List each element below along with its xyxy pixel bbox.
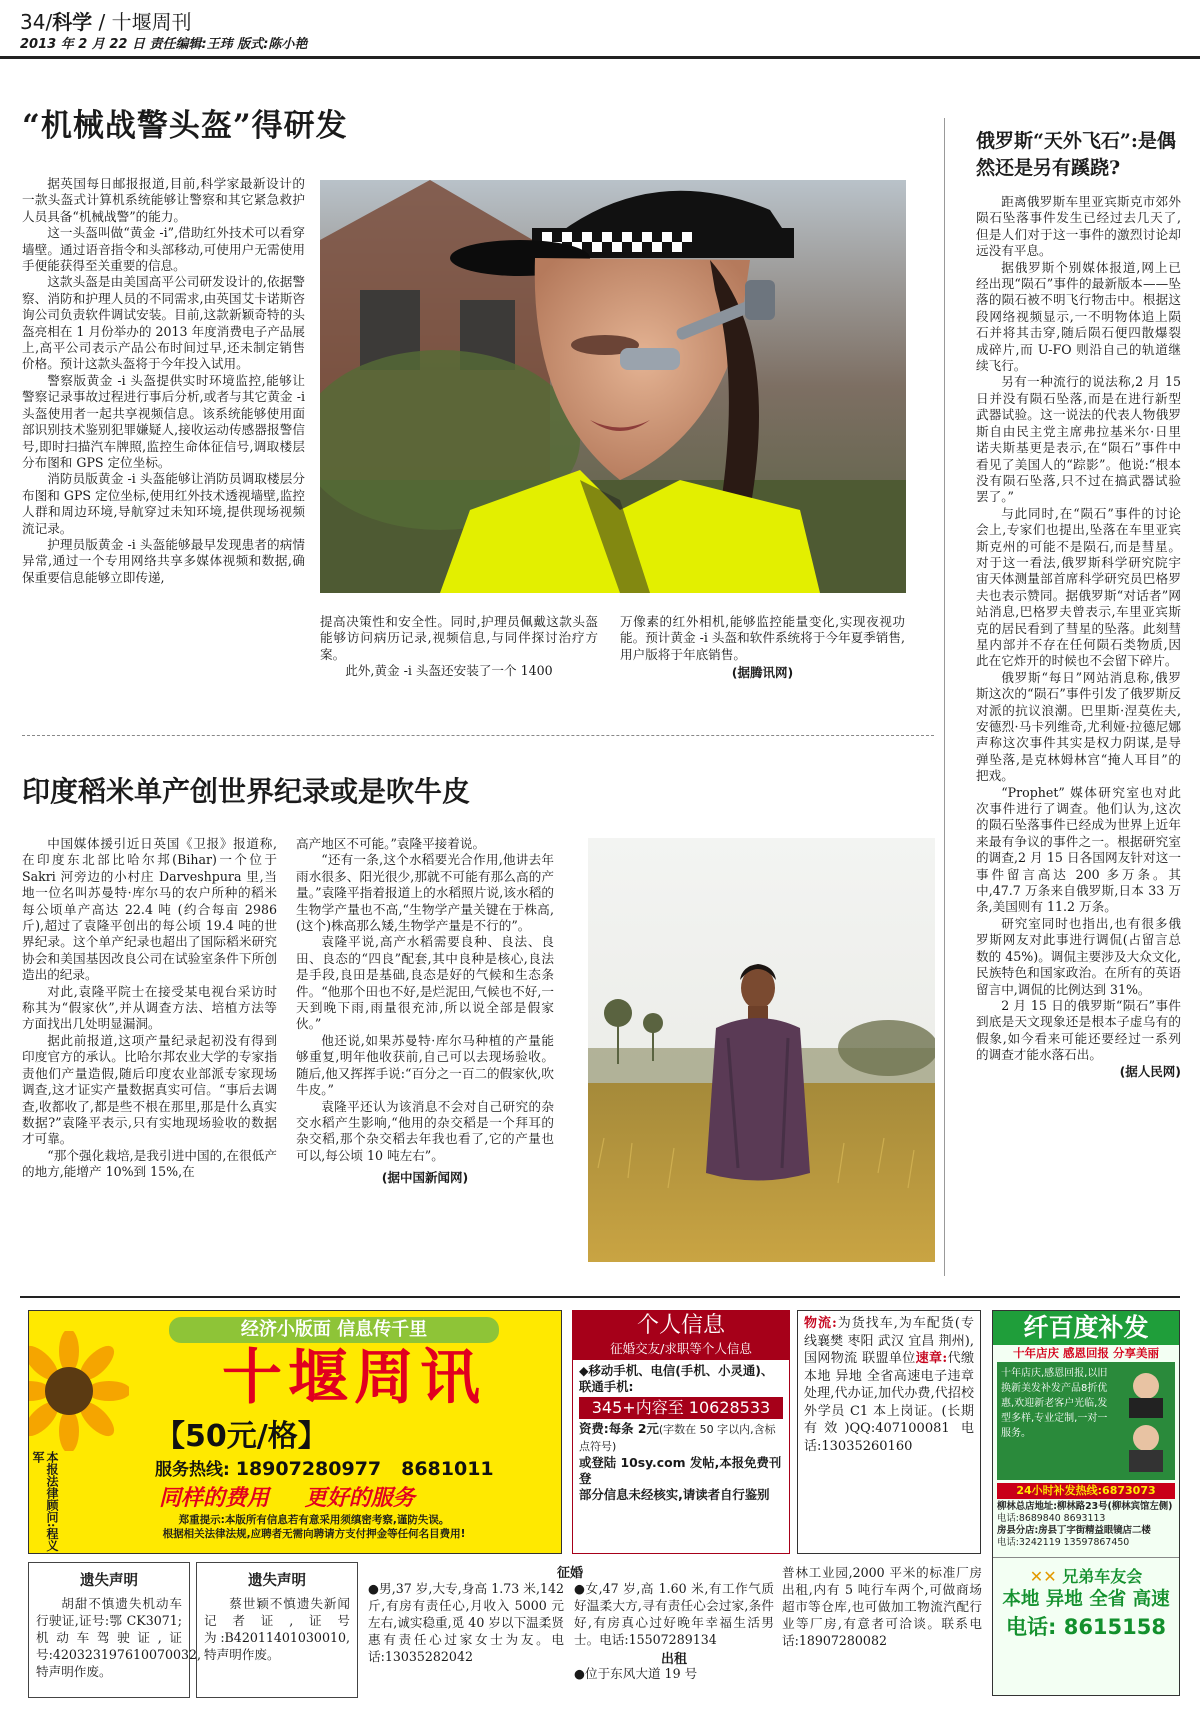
ad4-body-text: 十年店庆,感恩回报,以旧换新美发补发产品8折优惠,欢迎新老客户光临,发型多样,专业定制,一对一服务。 xyxy=(1001,1368,1108,1439)
car-club-line1: 本地 异地 全省 高速 xyxy=(1002,1589,1170,1610)
legal-advisor-label: 本报法律顾问:程义军 xyxy=(31,1451,59,1552)
ad4-title: 纤百度补发 xyxy=(993,1311,1179,1345)
ad1-hotline-label: 服务热线: xyxy=(155,1460,230,1480)
paper-name: 十堰周刊 xyxy=(111,10,192,34)
lost-notice-2-text: 蔡世颖不慎遗失新闻记者证,证号为:B42011401030010,特声明作废。 xyxy=(204,1596,350,1662)
rice-farmer-photo-graphic xyxy=(588,838,935,1262)
sidebar-paragraph: “Prophet” 媒体研究室也对此次事件进行了调查。他们认为,这次的陨石坠落事件已经成为世界上近年来最有争议的事件之一。根据研究室的调查,2 月 15 日各国网友针对这一事件留言高达 200 多万条。其中,47.7 万条来自俄罗斯,日本 33 万条,美国则有 11.2 万条。 xyxy=(976,784,1181,915)
ad2-title: 个人信息 xyxy=(636,1313,725,1338)
marriage-notices xyxy=(364,1562,776,1698)
logistics-ad xyxy=(797,1310,981,1554)
marriage-title: 征婚 xyxy=(556,1566,583,1581)
ad4-contact xyxy=(993,1499,1179,1551)
article1-title: “机械战警头盔”得研发 xyxy=(22,108,348,144)
ad1-notice1: 郑重提示:本版所有信息若有意采用须缜密考察,谨防失误。 xyxy=(178,1514,450,1526)
article-divider xyxy=(22,735,934,736)
article1-paragraph: 此外,黄金 -i 头盔还安装了一个 1400 xyxy=(345,663,553,679)
ad1-slogan1: 同样的费用 xyxy=(159,1486,270,1511)
ad1-price: 【50元/格】 xyxy=(155,1419,328,1454)
sidebar-paragraph: 据俄罗斯个别媒体报道,网上已经出现“陨石”事件的最新版本——坠落的陨石被不明飞行物击中。根据这段网络视频显示,一不明物体追上陨石并将其击穿,随后陨石便四散爆裂成碎片,而 U-FO 则沿自己的轨道继续飞行。 xyxy=(976,259,1181,374)
car-club-line2: 电话: 8615158 xyxy=(1006,1615,1166,1639)
ad2-line3: 部分信息未经核实,请读者自行鉴别 xyxy=(579,1487,770,1502)
ad1-slogan xyxy=(159,1481,559,1512)
rent-title: 出租 xyxy=(660,1652,687,1667)
ad2-subtitle: 征婚交友/求职等个人信息 xyxy=(610,1341,752,1356)
ads-rule xyxy=(20,1296,1180,1298)
article1-paragraph: 这一头盔叫做“黄金 -i”,借助红外技术可以看穿墙壁。通过语音指令和头部移动,可使用户无需使用手便能获得至关重要的信息。 xyxy=(22,225,305,274)
article1-paragraph: 消防员版黄金 -i 头盔能够让消防员调取楼层分布图和 GPS 定位坐标,使用红外技术透视墙壁,监控人群和周边环境,导航穿过未知环境,提供现场视频流记录。 xyxy=(22,471,305,536)
sidebar-title: 俄罗斯“天外飞石”:是偶然还是另有蹊跷? xyxy=(976,130,1176,179)
ad2-fee: 资费:每条 2元 xyxy=(579,1421,659,1436)
ad1-notice xyxy=(69,1513,559,1541)
article2-title: 印度稻米单产创世界纪录或是吹牛皮 xyxy=(22,775,471,808)
ad4-tel2: 电话:3242119 13597867450 xyxy=(997,1537,1130,1548)
lost-notice-2 xyxy=(196,1562,358,1698)
hair-salon-ad xyxy=(992,1310,1180,1696)
ad1-banner: 经济小版面 信息传千里 xyxy=(169,1317,499,1343)
shiyan-zhouxun-ad xyxy=(28,1310,562,1554)
lost-notice-1 xyxy=(28,1562,202,1698)
article1-paragraph: 这款头盔是由美国高平公司研发设计的,依据警察、消防和护理人员的不同需求,由英国艾卡诺斯咨询公司负责软件调试安装。目前,这款新颖奇特的头盔亮相在 1 月份举办的 2013 年度消费电子产品展上,高平公司表示产品公布时间过早,还未制定销售价格。预计这款头盔将于今年投入试用。 xyxy=(22,274,305,372)
ad3-text1: 为货找车,为车配货(专线襄樊 枣阳 武汉 宜昌 荆州),国网物流 联盟单位 xyxy=(804,1316,974,1366)
ad1-phone1: 18907280977 xyxy=(235,1458,382,1480)
article2-paragraph: 中国媒体援引近日英国《卫报》报道称,在印度东北部比哈尔邦(Bihar)一个位于 Sakri 河旁边的小村庄 Darveshpura 里,当地一位名叫苏曼特·库尔马的农户所种的稻米每公顷单产高达 22.4 吨 (约合每亩 2986 斤),超过了袁隆平创出的每公顷 19.4 吨的世界纪录。这个单产纪录也超出了国际稻米研究协会和美国基因改良公司在试验室条件下所创造出的纪录。 xyxy=(22,836,277,983)
ad1-phone2: 8681011 xyxy=(401,1458,494,1480)
rice-farmer-photo xyxy=(588,838,935,1262)
section-name: 科学 xyxy=(52,10,93,34)
article2-column1 xyxy=(22,836,277,1181)
ad2-fee-note: (字数在 50 字以内,含标点符号) xyxy=(579,1423,776,1453)
article1-column2 xyxy=(320,614,598,680)
ad2-line1: ◆移动手机、电信(手机、小灵通)、联通手机: xyxy=(579,1363,774,1394)
sidebar-rule xyxy=(944,118,945,1276)
sidebar-body xyxy=(976,194,1181,1080)
article2-paragraph: 对此,袁隆平院士在接受某电视台采访时称其为“假家伙”,并从调查方法、培植方法等方面找出几处明显漏洞。 xyxy=(22,983,277,1032)
marriage-text-1: ●男,37 岁,大专,身高 1.73 米,142 斤,有房有责任心,月收入 5000 元左右,诚实稳重,觅 40 岁以下温柔贤惠有责任心过家女士为友。电话:13035282042 xyxy=(368,1581,564,1664)
sidebar-paragraph: 距离俄罗斯车里亚宾斯克市郊外陨石坠落事件发生已经过去几天了,但是人们对于这一事件的激烈讨论却远没有平息。 xyxy=(976,194,1181,259)
car-club-brand xyxy=(1030,1564,1142,1587)
article1-paragraph: 护理员版黄金 -i 头盔能够最早发现患者的病情异常,通过一个专用网络共享多媒体视频和数据,确保重要信息能够立即传递, xyxy=(22,536,305,585)
car-club-ad xyxy=(993,1557,1179,1641)
ad3-text2: 代缴本地 异地 全省高速电子违章处理,代办证,加代办费,代招校外学员 C1 本上岗证。(长期有效)QQ:407100081 电话:13035260160 xyxy=(804,1351,974,1454)
stylist-portraits xyxy=(1121,1368,1171,1474)
ad4-addr2: 房县分店:房县丁字街精益眼镜店二楼 xyxy=(997,1525,1151,1536)
ad2-line2: 或登陆 10sy.com 发帖,本报免费刊登 xyxy=(579,1455,782,1486)
article1-column3 xyxy=(620,614,905,682)
sidebar-paragraph: 与此同时,在“陨石”事件的讨论会上,专家们也提出,坠落在车里亚宾斯克州的可能不是陨石,而是彗星。对于这一看法,俄罗斯科学研究院宇宙天体测量部首席科学研究员巴格罗夫也表示赞同。据俄罗斯“对话者”网站消息,巴格罗夫曾表示,车里亚宾斯克的居民看到了彗星的坠落。此刻彗星内部并不存在任何陨石类物质,因此在它炸开的时候也不会留下碎片。 xyxy=(976,505,1181,669)
article2-paragraph: 高产地区不可能。”袁隆平接着说。 xyxy=(296,836,486,851)
article1-column1 xyxy=(22,176,305,586)
rent-text-2: 普林工业园,2000 平米的标准厂房出租,内有 5 吨行车两个,可做商场超市等仓库,也可做加工物流汽配行业等厂房,有意者可洽谈。联系电话:18907280082 xyxy=(782,1565,982,1648)
article1-paragraph: 万像素的红外相机,能够监控能量变化,实现夜视功能。预计黄金 -i 头盔和软件系统将于今年夏季销售,用户版将于年底销售。 xyxy=(620,614,905,662)
article1-paragraph: 提高决策性和安全性。同时,护理员佩戴这款头盔能够访问病历记录,视频信息,与同伴探讨治疗方案。 xyxy=(320,614,598,662)
article2-credit: (据中国新闻网) xyxy=(381,1170,469,1186)
article1-paragraph: 警察版黄金 -i 头盔提供实时环境监控,能够让警察记录事故过程进行事后分析,或者与其它黄金 -i 头盔使用者一起共享视频信息。该系统能够使用面部识别技术鉴别犯罪嫌疑人,接收运动传感器报警信号,即时扫描汽车牌照,监控生命体征信号,调取楼层分布图和 GPS 定位坐标。 xyxy=(22,372,305,470)
police-helmet-photo xyxy=(320,180,906,593)
ad1-name: 十堰周讯 xyxy=(222,1343,486,1413)
article2-paragraph: “那个强化栽培,是我引进中国的,在很低产的地方,能增产 10%到 15%,在 xyxy=(22,1147,277,1180)
lost-notice-2-title: 遗失声明 xyxy=(248,1573,306,1589)
sidebar-credit: (据人民网) xyxy=(1119,1063,1181,1079)
ad4-tel1: 电话:8689840 8693113 xyxy=(997,1513,1106,1524)
personal-info-ad xyxy=(572,1310,790,1554)
ad3-label2: 速章: xyxy=(915,1351,948,1366)
header-meta: 2013 年 2 月 22 日 责任编辑:王玮 版式:陈小艳 xyxy=(20,37,308,52)
ad4-slogan: 十年店庆 感恩回报 分享美丽 xyxy=(1012,1346,1159,1360)
page-number: 34/ xyxy=(20,10,53,34)
car-club-logo-icon: ✕✕ xyxy=(1029,1567,1057,1586)
ad4-hotline: 24小时补发热线:6873073 xyxy=(997,1483,1175,1499)
ad2-body xyxy=(573,1360,789,1506)
article1-paragraph: 据英国每日邮报报道,目前,科学家最新设计的一款头盔式计算机系统能够让警察和其它紧急救护人员具备“机械战警”的能力。 xyxy=(22,176,305,224)
article2-paragraph: 袁隆平说,高产水稻需要良种、良法、良田、良态的“四良”配套,其中良种是核心,良法是手段,良田是基础,良态是好的气候和生态条件。“他那个田也不好,是烂泥田,气候也不好,一天到晚下雨,雨量很充沛,所以说全部是假家伙。” xyxy=(296,934,554,1032)
article2-paragraph: 据此前报道,这项产量纪录起初没有得到印度官方的承认。比哈尔邦农业大学的专家指责他们产量造假,随后印度农业部派专家现场调查,这才证实产量数据真实可信。“事后去调查,收都收了,都是些不根在那里,那是什么真实数据?”袁隆平表示,只有实地现场验收的数据才可靠。 xyxy=(22,1032,277,1147)
article2-column2 xyxy=(296,836,554,1187)
sunflower-image xyxy=(29,1331,129,1451)
ad2-sms: 345+内容至 10628533 xyxy=(579,1397,783,1419)
sidebar-paragraph: 2 月 15 日的俄罗斯“陨石”事件到底是天文现象还是根本子虚乌有的假象,如今看来可能还要经过一系列的调查才能水落石出。 xyxy=(976,997,1181,1063)
header-slash: / xyxy=(98,10,106,34)
article2-paragraph: “还有一条,这个水稻要光合作用,他讲去年雨水很多、阳光很少,那就不可能有那么高的产量。”袁隆平指着报道上的水稻照片说,该水稻的生物学产量也不高,“生物学产量关键在于株高,(这个)株高那么矮,生物学产量是不行的”。 xyxy=(296,852,554,934)
car-club-name: 兄弟车友会 xyxy=(1062,1567,1143,1586)
ad4-body xyxy=(997,1362,1175,1480)
rent-text-1: ●位于东风大道 19 号 xyxy=(574,1666,698,1681)
ad2-fee-block xyxy=(579,1421,783,1455)
sidebar-paragraph: 研究室同时也指出,也有很多俄罗斯网友对此事进行调侃(占留言总数的 45%)。调侃主要涉及大众文化,民族特色和国家政治。在所有的英语留言中,调侃的比例达到 31%。 xyxy=(976,915,1181,997)
police-helmet-photo-graphic xyxy=(320,180,906,593)
page-header xyxy=(20,6,192,35)
marriage-text-2: ●女,47 岁,高 1.60 米,有工作气质好温柔大方,寻有责任心会过家,条件好,有房真心过好晚年幸福生活男士。电话:15507289134 xyxy=(574,1581,774,1647)
article2-paragraph: 袁隆平还认为该消息不会对自己研究的杂交水稻产生影响,“他用的杂交稻是一个拜耳的杂交稻,那个杂交稻去年我也看了,它的产量也可以,每公顷 10 吨左右”。 xyxy=(296,1098,554,1163)
ad3-label1: 物流: xyxy=(804,1316,837,1331)
ad4-addr1: 柳林总店地址:柳林路23号(柳林宾馆左侧) xyxy=(997,1501,1173,1512)
lost-notice-1-text: 胡甜不慎遗失机动车行驶证,证号:鄂 CK3071;机动车驾驶证,证号:420323197610070032,特声明作废。 xyxy=(36,1596,202,1679)
header-rule xyxy=(0,56,1200,59)
article1-credit: (据腾讯网) xyxy=(731,665,794,681)
sidebar-paragraph: 另有一种流行的说法称,2 月 15 日并没有陨石坠落,而是在进行新型武器试验。这一说法的代表人物俄罗斯自由民主党主席弗拉基米尔·日里诺夫斯基更是表示,在“陨石”事件中看见了美国人的“踪影”。他说:“根本没有陨石坠落,只不过在搞武器试验罢了。” xyxy=(976,374,1181,505)
ad1-slogan2: 更好的服务 xyxy=(304,1486,415,1511)
ad2-header xyxy=(573,1311,789,1360)
sidebar-paragraph: 俄罗斯“每日”网站消息称,俄罗斯这次的“陨石”事件引发了俄罗斯反对派的抗议浪潮。巴里斯·涅莫佐夫,安德烈·马卡列维奇,尤利娅·拉德尼娜声称这次事件其实是权力阴谋,是导弹坠落,是克林姆林宫“掩人耳目”的把戏。 xyxy=(976,669,1181,784)
ad1-notice2: 根据相关法律法规,应聘者无需向聘请方支付押金等任何名目费用! xyxy=(162,1528,466,1540)
article2-paragraph: 他还说,如果苏曼特·库尔马种植的产量能够重复,明年他收获前,自己可以去现场验收。随后,他又挥挥手说:“百分之一百二的假家伙,吹牛皮。” xyxy=(296,1032,554,1098)
lost-notice-1-title: 遗失声明 xyxy=(80,1573,138,1589)
ad1-hotline xyxy=(155,1455,494,1480)
